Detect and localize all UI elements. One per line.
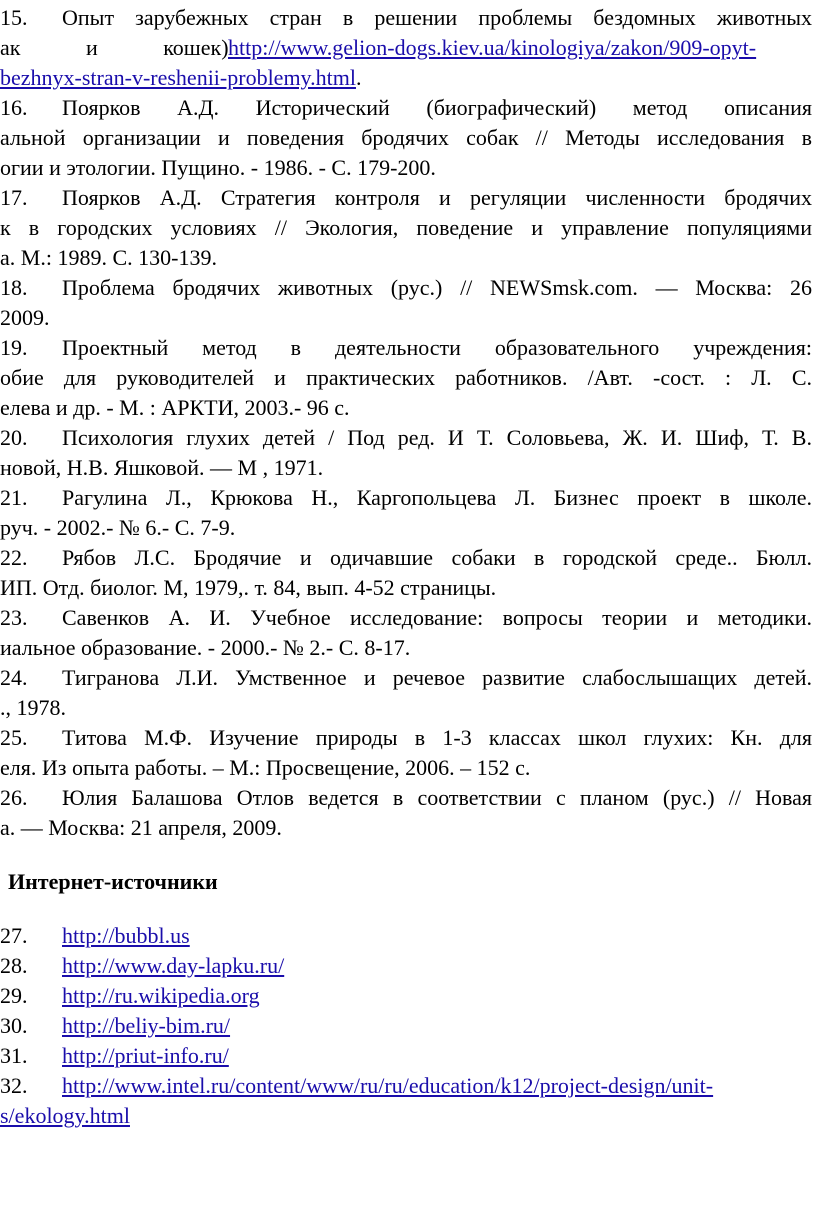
ref-19-line-3: елева и др. - М. : АРКТИ, 2003.- 96 с.	[0, 395, 350, 420]
internet-link[interactable]: http://ru.wikipedia.org	[62, 983, 260, 1008]
ref-15-line-3: bezhnyx-stran-v-reshenii-problemy.html.	[0, 65, 362, 90]
ref-18-line-1: 18. Проблема бродячих животных (рус.) // NEWSmsk.com. — Москва: 26	[0, 275, 812, 300]
internet-link[interactable]: http://www.day-lapku.ru/	[62, 953, 285, 978]
ref-number: 24.	[0, 665, 28, 690]
ref-number: 21.	[0, 485, 28, 510]
ref-26-line-1: 26. Юлия Балашова Отлов ведется в соответствии с планом (рус.) // Новая	[0, 785, 812, 810]
ref-20-line-1: 20. Психология глухих детей / Под ред. И Т. Соловьева, Ж. И. Шиф, Т. В.	[0, 425, 812, 450]
internet-item	[0, 922, 190, 950]
ref-number: 27.	[0, 923, 28, 948]
ref-23-line-1: 23. Савенков А. И. Учебное исследование: вопросы теории и методики.	[0, 605, 812, 630]
ref-number: 15.	[0, 5, 28, 30]
ref-number: 20.	[0, 425, 28, 450]
internet-link-cont[interactable]: s/ekology.html	[0, 1103, 130, 1128]
ref-number: 19.	[0, 335, 28, 360]
ref-16-line-1: 16. Поярков А.Д. Исторический (биографический) метод описания	[0, 95, 812, 120]
ref-24-line-2: ., 1978.	[0, 695, 66, 720]
ref-number: 26.	[0, 785, 28, 810]
ref-16-line-2: альной организации и поведения бродячих собак // Методы исследования в	[0, 125, 812, 150]
ref-17-line-1: 17. Поярков А.Д. Стратегия контроля и регуляции численности бродячих	[0, 185, 812, 210]
internet-item	[0, 952, 284, 980]
ref-15-line-2: ак и кошек)http://www.gelion-dogs.kiev.ua/kinologiya/zakon/909-opyt-	[0, 35, 757, 60]
ref-23-line-2: иальное образование. - 2000.- № 2.- С. 8-17.	[0, 635, 411, 660]
ref-number: 22.	[0, 545, 28, 570]
ref-15-link[interactable]: http://www.gelion-dogs.kiev.ua/kinologiya/zakon/909-opyt-	[228, 35, 757, 60]
ref-number: 25.	[0, 725, 28, 750]
ref-22-line-1: 22. Рябов Л.С. Бродячие и одичавшие собаки в городской среде.. Бюлл.	[0, 545, 812, 570]
ref-number: 31.	[0, 1043, 28, 1068]
ref-number: 28.	[0, 953, 28, 978]
ref-26-line-2: а. — Москва: 21 апреля, 2009.	[0, 815, 282, 840]
ref-15-line-1: 15. Опыт зарубежных стран в решении проблемы бездомных животных	[0, 5, 812, 30]
ref-25-line-1: 25. Титова М.Ф. Изучение природы в 1-3 классах школ глухих: Кн. для	[0, 725, 812, 750]
ref-number: 16.	[0, 95, 28, 120]
ref-17-line-2: к в городских условиях // Экология, поведение и управление популяциями	[0, 215, 812, 240]
ref-25-line-2: еля. Из опыта работы. – М.: Просвещение, 2006. – 152 с.	[0, 755, 531, 780]
ref-19-line-1: 19. Проектный метод в деятельности образовательного учреждения:	[0, 335, 812, 360]
ref-number: 18.	[0, 275, 28, 300]
internet-link[interactable]: http://bubbl.us	[62, 923, 190, 948]
internet-item	[0, 982, 260, 1010]
internet-item	[0, 1012, 230, 1040]
ref-number: 23.	[0, 605, 28, 630]
ref-number: 32.	[0, 1073, 28, 1098]
ref-20-line-2: новой, Н.В. Яшковой. — М , 1971.	[0, 455, 324, 480]
ref-number: 17.	[0, 185, 28, 210]
ref-19-line-2: обие для руководителей и практических работников. /Авт. -сост. : Л. С.	[0, 365, 812, 390]
internet-item	[0, 1072, 713, 1100]
internet-item-cont	[0, 1102, 130, 1130]
ref-number: 30.	[0, 1013, 28, 1038]
ref-24-line-1: 24. Тигранова Л.И. Умственное и речевое развитие слабослышащих детей.	[0, 665, 812, 690]
ref-number: 29.	[0, 983, 28, 1008]
internet-link[interactable]: http://priut-info.ru/	[62, 1043, 229, 1068]
internet-link[interactable]: http://www.intel.ru/content/www/ru/ru/education/k12/project-design/unit-	[62, 1073, 714, 1098]
ref-17-line-3: а. М.: 1989. С. 130-139.	[0, 245, 217, 270]
ref-18-line-2: 2009.	[0, 305, 50, 330]
ref-21-line-1: 21. Рагулина Л., Крюкова Н., Каргопольцева Л. Бизнес проект в школе.	[0, 485, 812, 510]
ref-16-line-3: огии и этологии. Пущино. - 1986. - С. 179-200.	[0, 155, 436, 180]
ref-21-line-2: руч. - 2002.- № 6.- С. 7-9.	[0, 515, 236, 540]
internet-link[interactable]: http://beliy-bim.ru/	[62, 1013, 231, 1038]
internet-item	[0, 1042, 229, 1070]
section-heading: Интернет-источники	[8, 869, 218, 894]
ref-15-link-cont[interactable]: bezhnyx-stran-v-reshenii-problemy.html	[0, 65, 356, 90]
ref-22-line-2: ИП. Отд. биолог. М, 1979,. т. 84, вып. 4-52 страницы.	[0, 575, 497, 600]
